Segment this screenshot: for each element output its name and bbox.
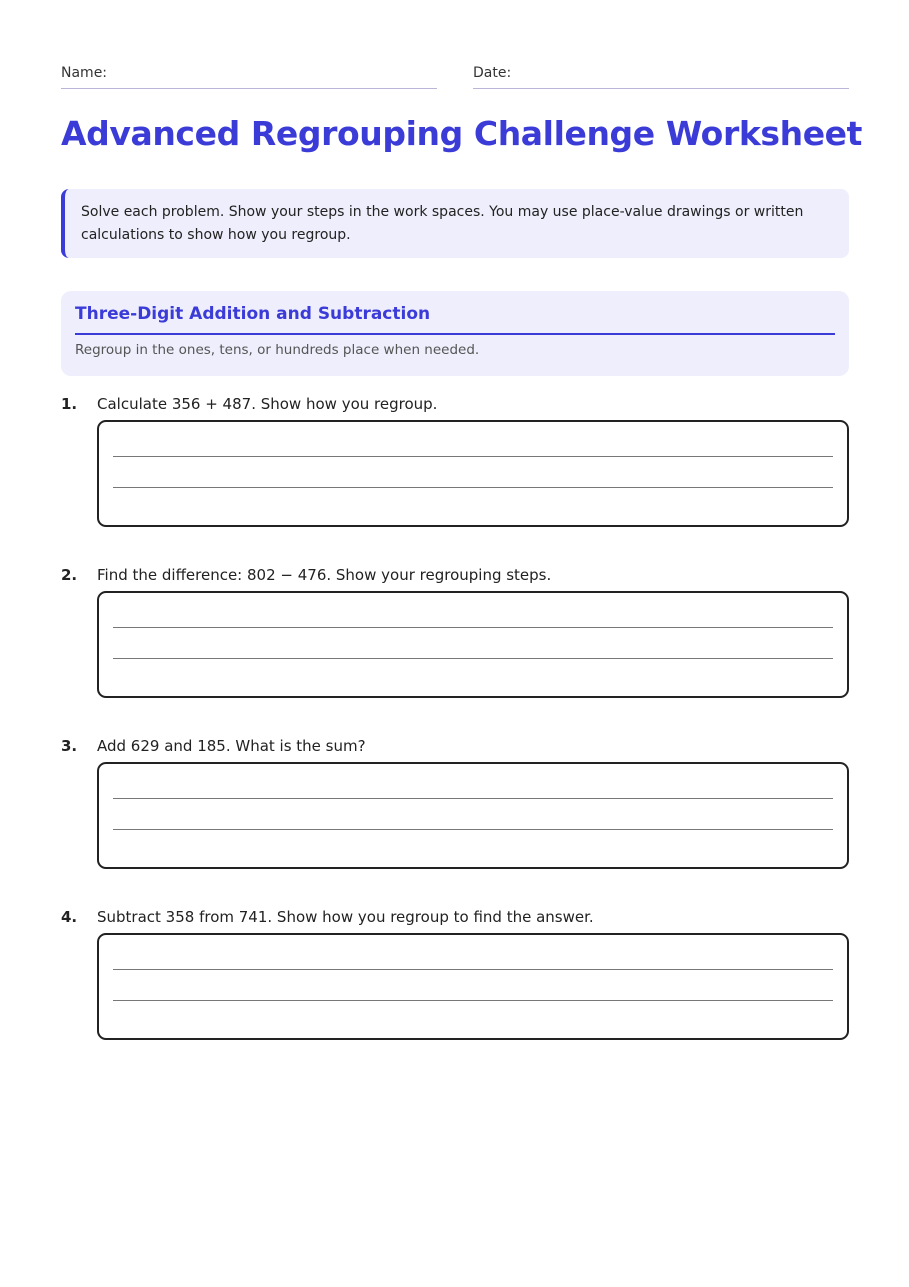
answer-line	[113, 456, 833, 457]
problem-number: 3.	[61, 737, 78, 755]
answer-line	[113, 487, 833, 488]
header-row	[61, 62, 849, 88]
name-field[interactable]	[61, 62, 437, 89]
answer-line	[113, 798, 833, 799]
name-label: Name:	[61, 65, 108, 81]
problem-number: 4.	[61, 908, 78, 926]
work-space[interactable]	[97, 762, 849, 869]
work-space[interactable]	[97, 933, 849, 1040]
date-field[interactable]	[473, 62, 849, 89]
answer-line	[113, 1000, 833, 1001]
work-space[interactable]	[97, 420, 849, 527]
instructions-box: Solve each problem. Show your steps in the work spaces. You may use place-value drawings or written calculations to show how you regroup.	[61, 189, 849, 258]
work-space[interactable]	[97, 591, 849, 698]
problem-text: Calculate 356 + 487. Show how you regroup.	[97, 395, 438, 413]
section-subtitle: Regroup in the ones, tens, or hundreds place when needed.	[75, 342, 480, 358]
problem-text: Subtract 358 from 741. Show how you regroup to find the answer.	[97, 908, 594, 926]
answer-line	[113, 829, 833, 830]
section-header	[61, 291, 849, 376]
page-title: Advanced Regrouping Challenge Worksheet	[61, 114, 863, 153]
problem-text: Find the difference: 802 − 476. Show your regrouping steps.	[97, 566, 552, 584]
answer-line	[113, 627, 833, 628]
section-title: Three-Digit Addition and Subtraction	[75, 303, 835, 335]
problem-number: 1.	[61, 395, 78, 413]
answer-line	[113, 658, 833, 659]
problem-number: 2.	[61, 566, 78, 584]
date-label: Date:	[473, 65, 512, 81]
problem-text: Add 629 and 185. What is the sum?	[97, 737, 366, 755]
answer-line	[113, 969, 833, 970]
